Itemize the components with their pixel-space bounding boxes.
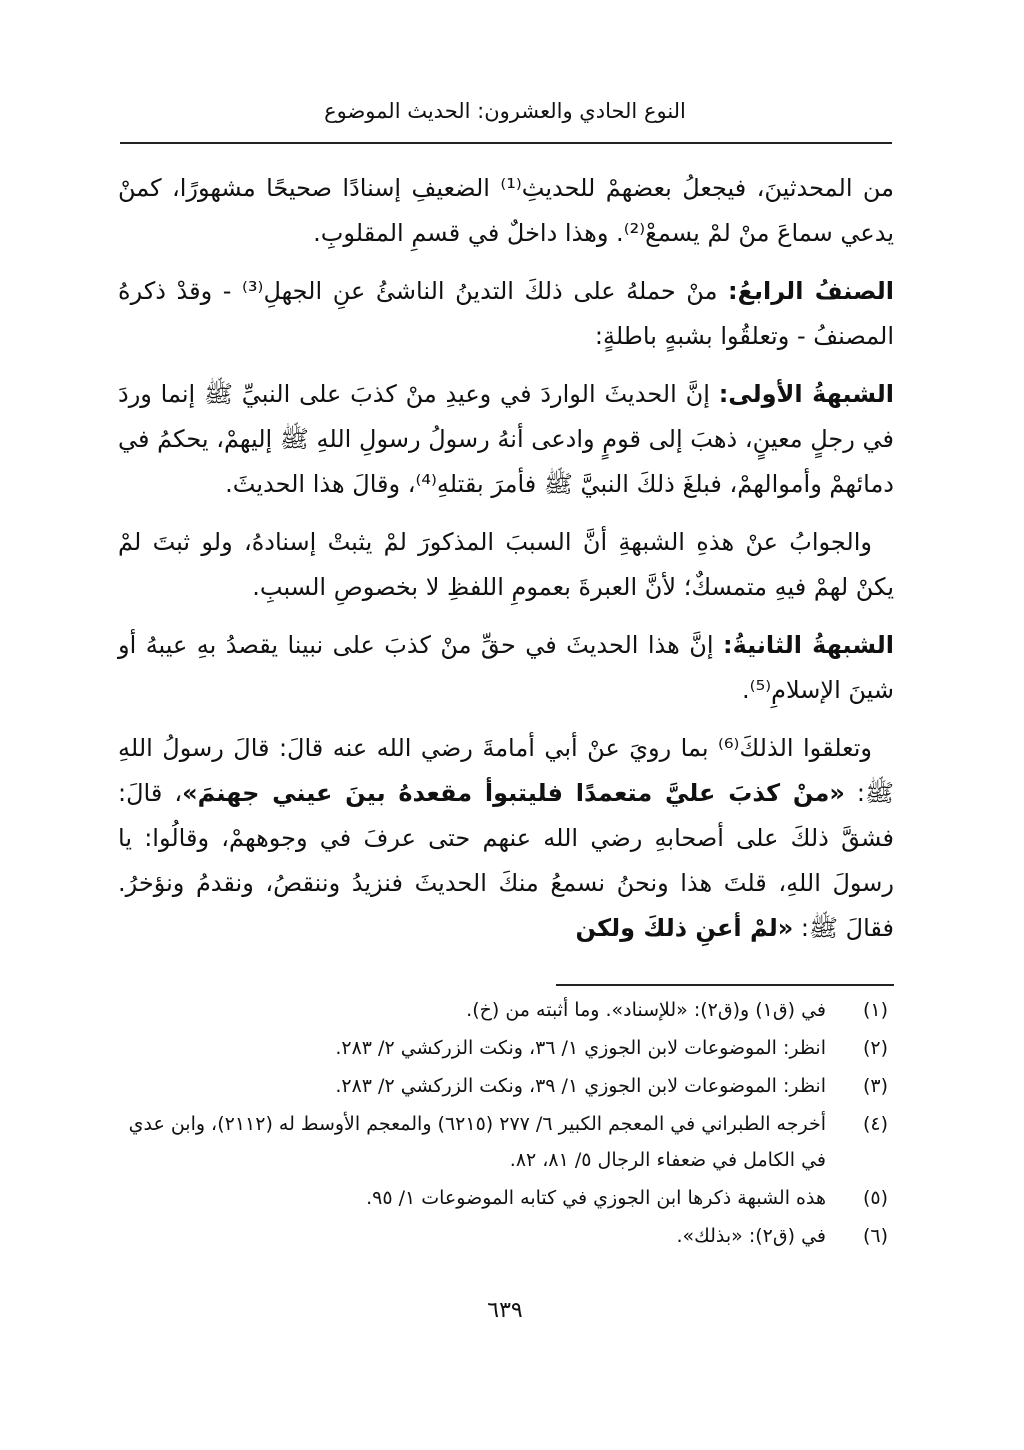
paragraph-1: من المحدثينَ، فيجعلُ بعضهمْ للحديثِ⁽¹⁾ الضعيفِ إسنادًا صحيحًا مشهورًا، كمنْ يدعي سماعَ منْ لمْ يسمعْ⁽²⁾. وهذا داخلٌ في قسمِ المقلوبِ. — [118, 174, 894, 247]
footnote-text: في (ق١) و(ق٢): «للإسناد». وما أثبته من (خ). — [466, 999, 826, 1021]
footnotes — [118, 992, 894, 1256]
paragraph-3 — [118, 372, 894, 507]
footnote-text: انظر: الموضوعات لابن الجوزي ١/ ٣٦، ونكت الزركشي ٢/ ٢٨٣. — [335, 1037, 826, 1059]
paragraph-6-text-b: ، قالَ: فشقَّ ذلكَ على أصحابهِ رضي الله عنهم حتى عرفَ في وجوههمْ، وقالُوا: يا رسولَ اللهِ، قلتَ هذا ونحنُ نسمعُ منكَ الحديثَ فنزيدُ وننقصُ، ونقدمُ ونؤخرُ. فقالَ ﷺ: — [118, 779, 894, 942]
paragraph-3-lead: الشبهةُ الأولى: — [718, 380, 894, 408]
footnote-rule — [556, 984, 894, 986]
footnote-number: (٤) — [862, 1113, 888, 1135]
paragraph-6-text-a: وتعلقوا الذلكَ⁽⁶⁾ بما رويَ عنْ أبي أمامةَ رضي الله عنه قالَ: قالَ رسولُ اللهِ ﷺ: — [118, 734, 894, 807]
paragraph-2-text: منْ حملهُ على ذلكَ التدينُ الناشئُ عنِ الجهلِ⁽³⁾ - وقدْ ذكرهُ المصنفُ - وتعلقُوا بشبهٍ باطلةٍ: — [118, 277, 894, 350]
footnote-text: أخرجه الطبراني في المعجم الكبير ٦/ ٢٧٧ (٦٢١٥) والمعجم الأوسط له (٢١١٢)، وابن عدي في الكامل في ضعفاء الرجال ٥/ ٨١، ٨٢. — [128, 1113, 826, 1171]
paragraph-5-lead: الشبهةُ الثانيةُ: — [722, 631, 894, 659]
footnote-number: (٢) — [862, 1037, 888, 1059]
footnote-text: انظر: الموضوعات لابن الجوزي ١/ ٣٩، ونكت الزركشي ٢/ ٢٨٣. — [335, 1075, 826, 1097]
footnote-text: هذه الشبهة ذكرها ابن الجوزي في كتابه الموضوعات ١/ ٩٥. — [366, 1187, 826, 1209]
footnote-item — [118, 1106, 894, 1178]
footnote-item — [118, 992, 894, 1028]
paragraph-2 — [118, 269, 894, 359]
header-rule — [120, 142, 892, 144]
footnote-item — [118, 1218, 894, 1254]
footnote-item — [118, 1180, 894, 1216]
footnote-number: (٦) — [862, 1225, 888, 1247]
footnote-item — [118, 1030, 894, 1066]
page-number: ٦٣٩ — [487, 1298, 523, 1323]
main-text — [118, 166, 894, 964]
paragraph-3-text: إنَّ الحديثَ الواردَ في وعيدِ منْ كذبَ على النبيِّ ﷺ إنما وردَ في رجلٍ معينٍ، ذهبَ إلى قومٍ وادعى أنهُ رسولُ رسولِ اللهِ ﷺ إليهمْ، يحكمُ في دمائهمْ وأموالهمْ، فبلغَ ذلكَ النبيَّ ﷺ فأمرَ بقتلهِ⁽⁴⁾، وقالَ هذا الحديثَ. — [118, 380, 894, 498]
footnote-item — [118, 1068, 894, 1104]
footnote-number: (١) — [862, 999, 888, 1021]
footnote-number: (٣) — [862, 1075, 888, 1097]
paragraph-5-text: إنَّ هذا الحديثَ في حقِّ منْ كذبَ على نبينا يقصدُ بهِ عيبهُ أو شينَ الإسلامِ⁽⁵⁾. — [118, 631, 894, 704]
paragraph-2-lead: الصنفُ الرابعُ: — [728, 277, 894, 305]
hadith-quote-2: «لمْ أعنِ ذلكَ ولكن — [575, 914, 794, 942]
hadith-quote-1: «منْ كذبَ عليَّ متعمدًا فليتبوأ مقعدهُ بينَ عيني جهنمَ» — [182, 779, 845, 807]
running-header: النوع الحادي والعشرون: الحديث الموضوع — [324, 99, 686, 123]
paragraph-5 — [118, 623, 894, 713]
footnote-text: في (ق٢): «بذلك». — [676, 1225, 826, 1247]
footnote-number: (٥) — [862, 1187, 888, 1209]
paragraph-6 — [118, 726, 894, 951]
paragraph-4: والجوابُ عنْ هذهِ الشبهةِ أنَّ السببَ المذكورَ لمْ يثبتْ إسنادهُ، ولو ثبتَ لمْ يكنْ لهمْ فيهِ متمسكٌ؛ لأنَّ العبرةَ بعمومِ اللفظِ لا بخصوصِ السببِ. — [118, 528, 894, 601]
